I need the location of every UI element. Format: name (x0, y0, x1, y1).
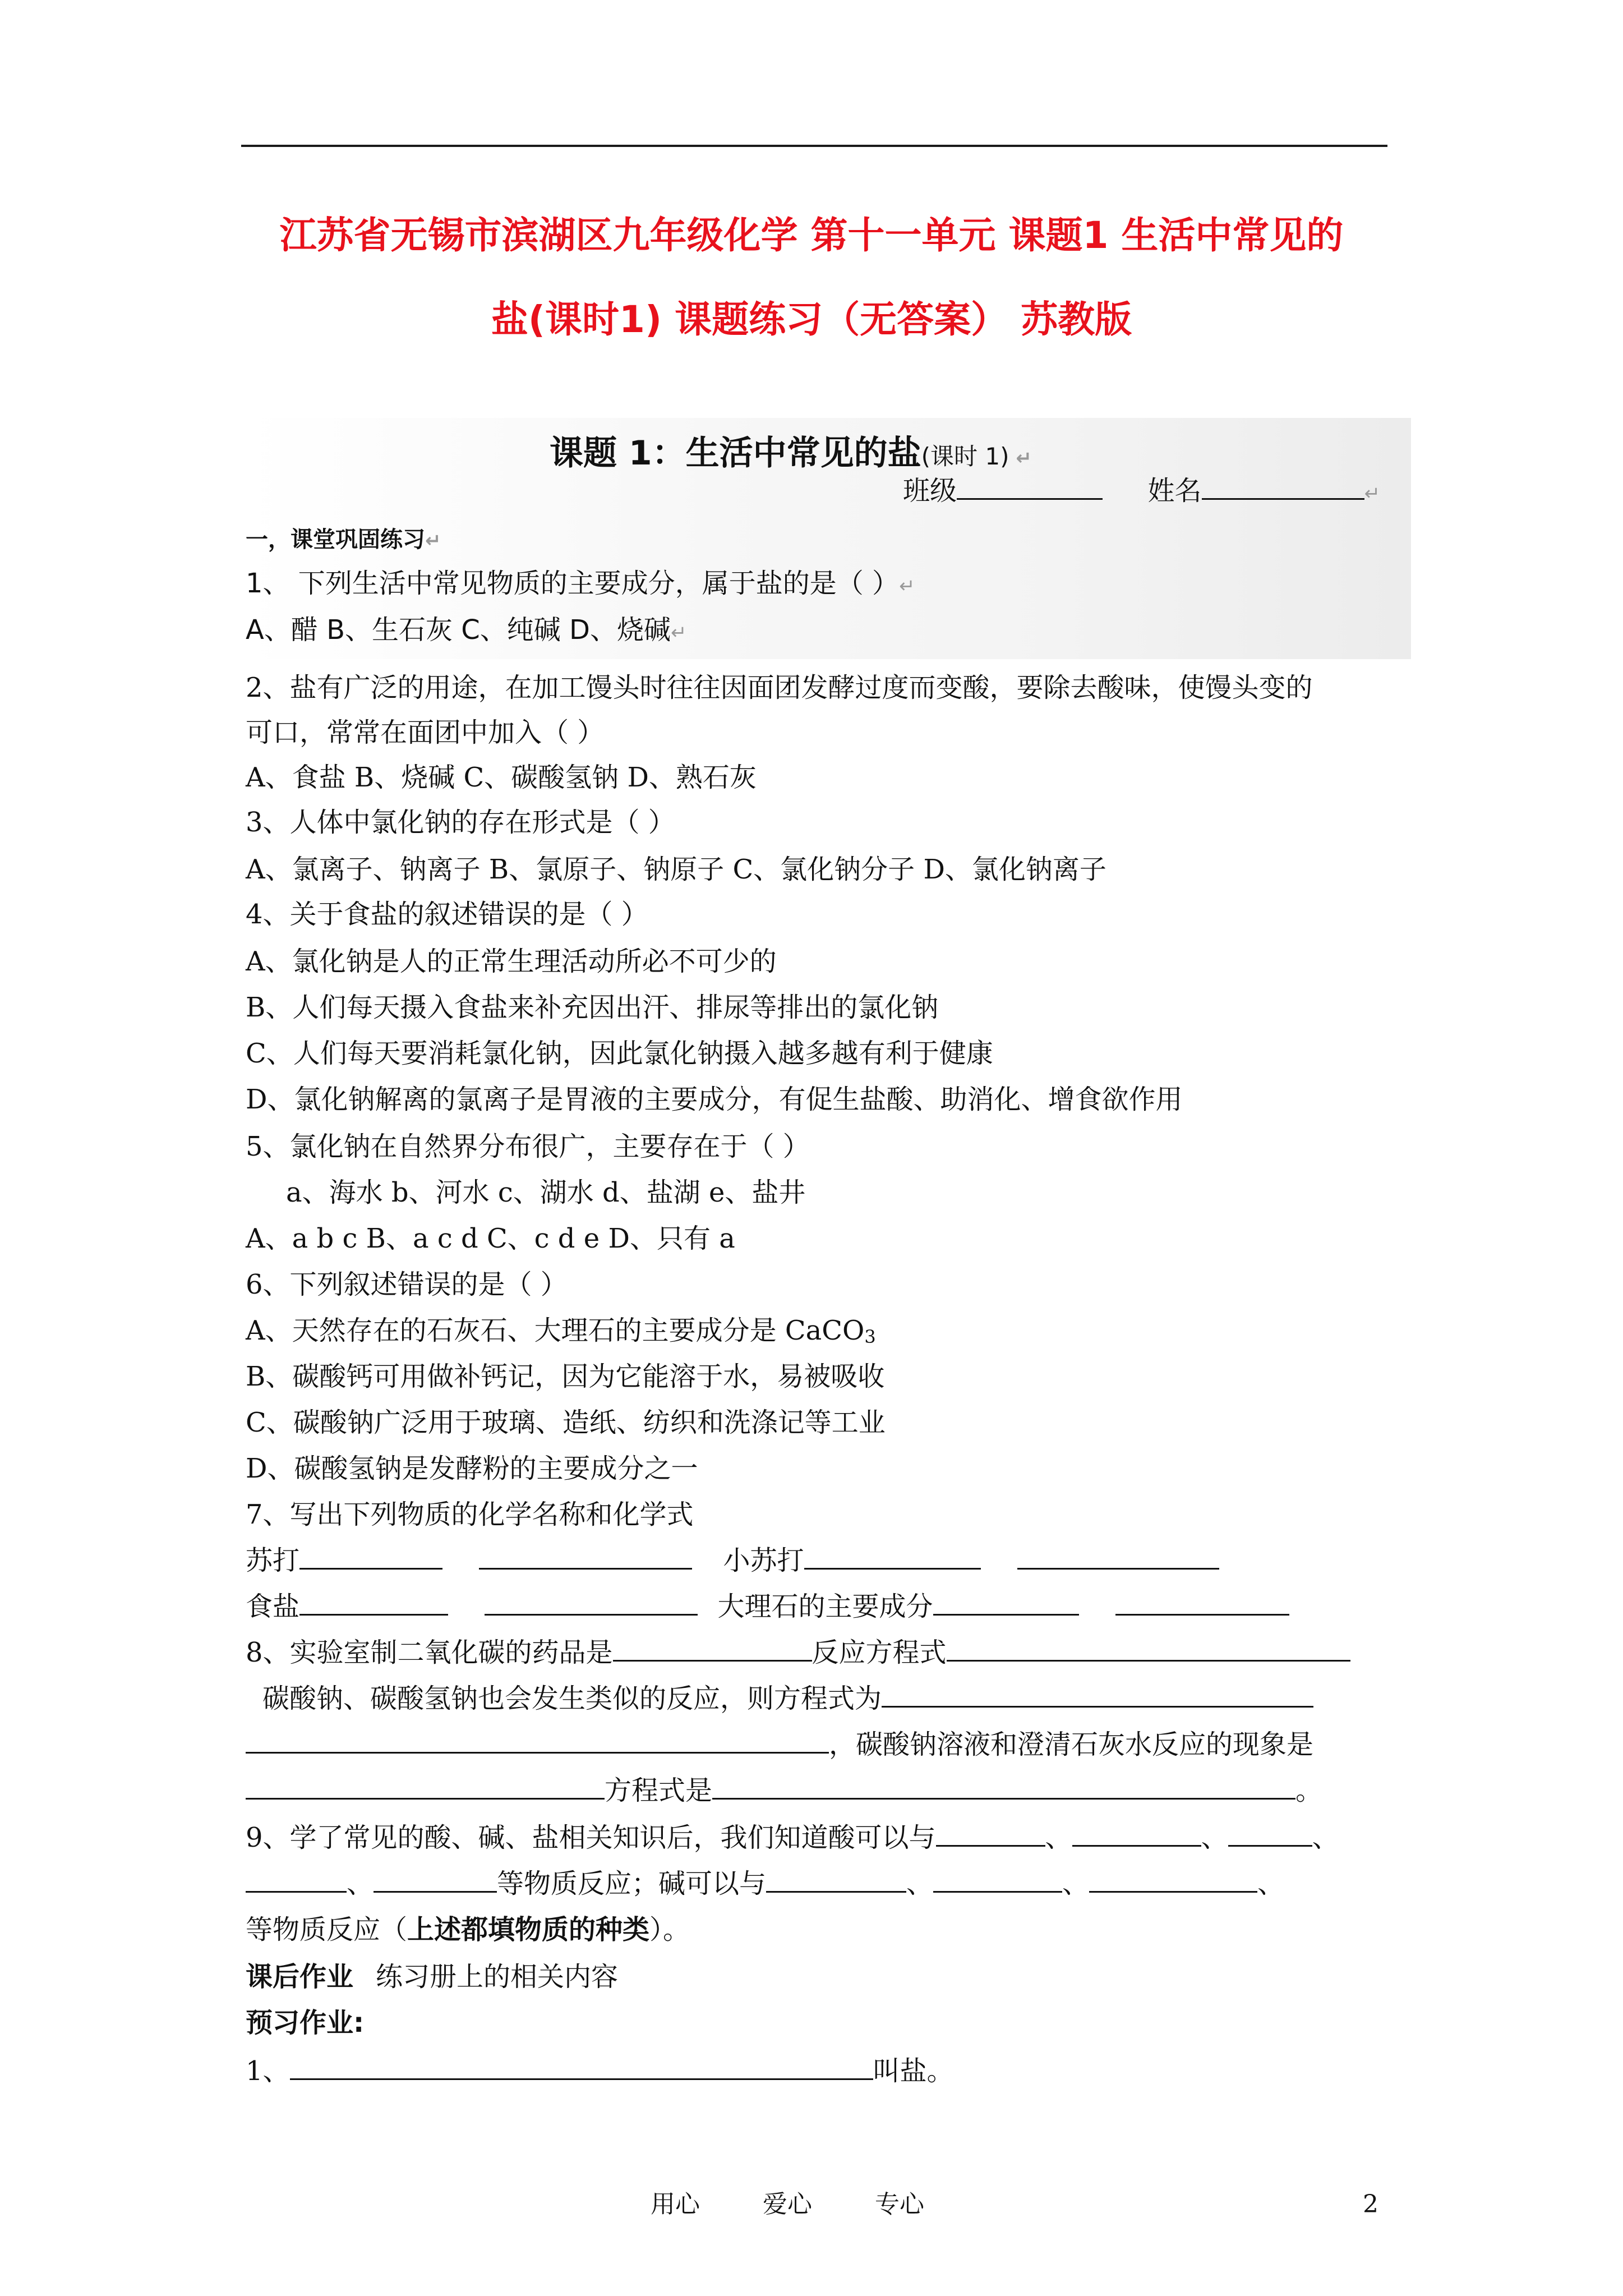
q1-options: A、醋 B、生石灰 C、纯碱 D、烧碱↵ (246, 614, 687, 646)
q9-sep: 、 (906, 1868, 934, 1899)
q8-line2 (262, 1682, 1313, 1715)
footer-motto-3: 专心 (875, 2190, 924, 2219)
q6-option-d: D、碳酸氢钠是发酵粉的主要成分之一 (246, 1453, 698, 1484)
q9-end-text: 等物质反应（ (246, 1914, 408, 1945)
q5-items: a、海水 b、河水 c、湖水 d、盐湖 e、盐井 (286, 1177, 806, 1208)
q9-sep: 、 (1312, 1822, 1339, 1853)
name-blank[interactable] (1202, 476, 1364, 500)
q9-acid-blank-4[interactable] (246, 1869, 347, 1893)
q2-options: A、食盐 B、烧碱 C、碳酸氢钠 D、熟石灰 (246, 762, 757, 793)
class-label: 班级 (903, 475, 957, 507)
q9-sep: 、 (1201, 1822, 1228, 1853)
preview-q1 (246, 2054, 954, 2088)
preview-q1-end: 叫盐。 (873, 2055, 954, 2087)
q7-salt-name-blank[interactable] (299, 1591, 448, 1616)
q7-row2 (246, 1590, 1289, 1623)
page-number: 2 (1363, 2190, 1378, 2219)
footer-motto-1: 用心 (651, 2190, 700, 2219)
q9-base-blank-3[interactable] (1089, 1869, 1257, 1893)
q8-end: 。 (1295, 1775, 1323, 1806)
q8-formula-label: 方程式是 (605, 1775, 713, 1806)
q8-line3 (246, 1728, 1313, 1761)
q6-option-c: C、碳酸钠广泛用于玻璃、造纸、纺织和洗涤记等工业 (246, 1407, 886, 1438)
q8-similar-blank[interactable] (882, 1683, 1313, 1708)
section-heading: 一，课堂巩固练习↵ (246, 527, 441, 553)
q7: 7、写出下列物质的化学名称和化学式 (246, 1499, 694, 1530)
q8-phenomenon-blank[interactable] (246, 1775, 605, 1800)
q9-base-blank-1[interactable] (766, 1869, 906, 1893)
preview-heading: 预习作业: (246, 2007, 365, 2039)
q7-soda-name-blank[interactable] (299, 1545, 442, 1570)
q9-note: 上述都填物质的种类 (407, 1914, 650, 1945)
q9-line1 (246, 1821, 1339, 1855)
q7-row1 (246, 1544, 1219, 1577)
q7-baking-soda-name-blank[interactable] (804, 1545, 981, 1570)
q8-line1 (246, 1636, 1350, 1669)
q1-options-text: A、醋 B、生石灰 C、纯碱 D、烧碱 (246, 614, 671, 646)
q2-line1: 2、盐有广泛的用途，在加工馒头时往往因面团发酵过度而变酸，要除去酸味，使馒头变的 (246, 672, 1313, 703)
q7-marble-label: 大理石的主要成分 (717, 1591, 933, 1622)
q7-marble-name-blank[interactable] (933, 1591, 1079, 1616)
q7-salt-formula-blank[interactable] (485, 1591, 698, 1616)
q6-option-a-text: A、天然存在的石灰石、大理石的主要成分是 CaCO (246, 1315, 865, 1346)
q9-base-label: 等物质反应；碱可以与 (497, 1868, 767, 1899)
name-label: 姓名 (1147, 475, 1202, 507)
homework-text: 练习册上的相关内容 (376, 1961, 619, 1993)
q9-acid-blank-2[interactable] (1072, 1823, 1201, 1847)
q7-baking-soda-formula-blank[interactable] (1017, 1545, 1219, 1570)
q9-line2 (246, 1867, 1284, 1901)
q5-options: A、a b c B、a c d C、c d e D、只有 a (246, 1223, 735, 1254)
q1-text: 1、 下列生活中常见物质的主要成分，属于盐的是（ ） (246, 568, 900, 599)
q9-sep: 、 (1045, 1822, 1072, 1853)
q5: 5、氯化钠在自然界分布很广，主要存在于（ ） (246, 1131, 810, 1162)
doc-title-line2: 盐(课时1) 课题练习（无答案） 苏教版 (491, 298, 1132, 341)
q8-equation-blank[interactable] (947, 1637, 1350, 1662)
q3: 3、人体中氯化钠的存在形式是（ ） (246, 807, 675, 838)
q7-salt-label: 食盐 (246, 1591, 300, 1622)
q6-option-b: B、碳酸钙可用做补钙记，因为它能溶于水，易被吸收 (246, 1361, 885, 1392)
q9-sep: 、 (347, 1868, 374, 1899)
q4-option-c: C、人们每天要消耗氯化钠，因此氯化钠摄入越多越有利于健康 (246, 1038, 993, 1069)
q6-option-a-subscript: 3 (864, 1326, 876, 1347)
q8-line4 (246, 1774, 1322, 1807)
footer-motto-2: 爱心 (763, 2190, 812, 2219)
q6: 6、下列叙述错误的是（ ） (246, 1269, 568, 1300)
q8-similar-label: 碳酸钠、碳酸氢钠也会发生类似的反应，则方程式为 (262, 1683, 882, 1714)
q9-sep: 、 (1062, 1868, 1090, 1899)
section-heading-text: 一，课堂巩固练习 (246, 527, 425, 553)
q1: 1、 下列生活中常见物质的主要成分，属于盐的是（ ）↵ (246, 568, 915, 599)
q9-base-blank-2[interactable] (933, 1869, 1062, 1893)
q7-marble-formula-blank[interactable] (1115, 1591, 1289, 1616)
panel-heading-text: 课题 1：生活中常见的盐 (550, 434, 921, 473)
top-rule (241, 145, 1387, 147)
q3-options: A、氯离子、钠离子 B、氯原子、钠原子 C、氯化钠分子 D、氯化钠离子 (246, 854, 1106, 885)
q4-option-d: D、氯化钠解离的氯离子是胃液的主要成分，有促生盐酸、助消化、增食欲作用 (246, 1084, 1183, 1115)
doc-title-line1: 江苏省无锡市滨湖区九年级化学 第十一单元 课题1 生活中常见的 (279, 214, 1344, 257)
q4-option-b: B、人们每天摄入食盐来补充因出汗、排尿等排出的氯化钠 (246, 992, 939, 1023)
class-blank[interactable] (957, 476, 1103, 500)
preview-q1-num: 1、 (246, 2055, 290, 2087)
q8-formula-blank[interactable] (712, 1775, 1295, 1800)
q8-reagents-blank[interactable] (613, 1637, 812, 1662)
q8-similar-blank-cont[interactable] (246, 1729, 829, 1754)
q6-option-a (246, 1314, 876, 1354)
homework-row (246, 1960, 618, 1994)
q8-equation-label: 反应方程式 (811, 1637, 947, 1668)
q8-reagents-label: 8、实验室制二氧化碳的药品是 (246, 1637, 613, 1668)
q4-option-a: A、氯化钠是人的正常生理活动所必不可少的 (246, 946, 777, 977)
q9-acid-blank-1[interactable] (936, 1823, 1045, 1847)
q7-soda-formula-blank[interactable] (479, 1545, 692, 1570)
q9-acid-blank-5[interactable] (374, 1869, 497, 1893)
preview-q1-blank[interactable] (290, 2056, 873, 2080)
panel-heading-small: (课时 1) (921, 443, 1009, 470)
panel-heading: 课题 1：生活中常见的盐(课时 1) ↵ (550, 434, 1032, 473)
q9-sep: 、 (1257, 1868, 1285, 1899)
q7-baking-soda-label: 小苏打 (723, 1545, 804, 1576)
class-name-row: 班级 姓名 ↵ (903, 475, 1381, 507)
q7-soda-label: 苏打 (246, 1545, 300, 1576)
q2-line2: 可口，常常在面团中加入（ ） (246, 717, 605, 748)
q9-acid-label: 9、学了常见的酸、碱、盐相关知识后，我们知道酸可以与 (246, 1822, 936, 1853)
q9-acid-blank-3[interactable] (1228, 1823, 1312, 1847)
q9-line3 (246, 1913, 690, 1947)
q8-phenomenon-label: ，碳酸钠溶液和澄清石灰水反应的现象是 (829, 1729, 1314, 1760)
q9-end-close: ）。 (649, 1914, 690, 1945)
homework-label: 课后作业 (246, 1961, 354, 1993)
q4: 4、关于食盐的叙述错误的是（ ） (246, 899, 648, 930)
